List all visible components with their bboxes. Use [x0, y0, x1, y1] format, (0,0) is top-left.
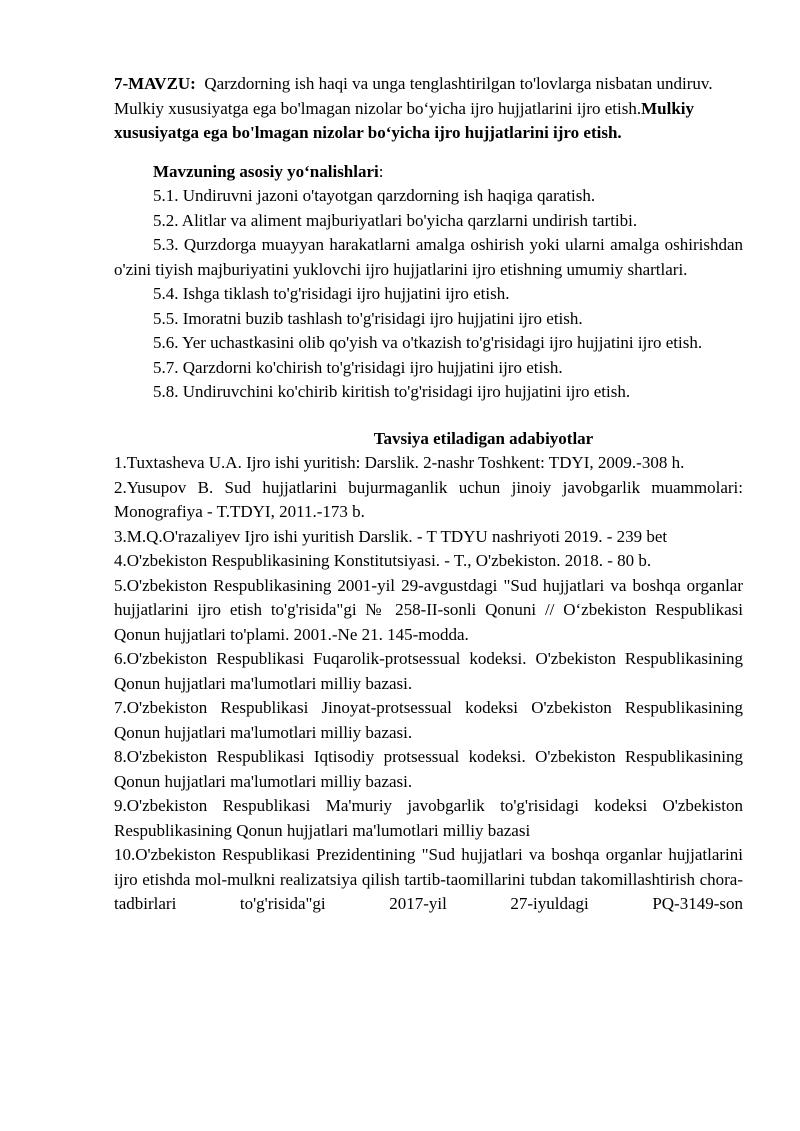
direction-item: 5.3. Qurzdorga muayyan harakatlarni amalga oshirish yoki ularni amalga oshirishdan o'zini tiyish majburiyatini yuklovchi ijro hujjatlarini ijro etishning umumiy shartlari. — [114, 235, 743, 279]
topic-heading — [114, 72, 743, 146]
literature-ref: 3.M.Q.O'razaliyev Ijro ishi yuritish Darslik. - T TDYU nashriyoti 2019. - 239 bet — [114, 526, 668, 546]
literature-list — [114, 451, 743, 917]
literature-ref: 5.O'zbekiston Respublikasining 2001-yil 29-avgustdagi "Sud hujjatlari va boshqa organlar hujjatlarini ijro etish to'g'risida"gi № 258-II-sonli Qonuni // O‘zbekiston Respublikasi Qonun hujjatlari to'plami. 2001.-Ne 21. 145-modda. — [114, 575, 743, 644]
literature-ref: 9.O'zbekiston Respublikasi Ma'muriy javobgarlik to'g'risidagi kodeksi O'zbekiston Respublikasining Qonun hujjatlari ma'lumotlari milliy bazasi — [114, 796, 743, 840]
literature-ref: 4.O'zbekiston Respublikasining Konstitutsiyasi. - T., O'zbekiston. 2018. - 80 b. — [114, 551, 652, 570]
literature-ref: 2.Yusupov B. Sud hujjatlarini bujurmaganlik uchun jinoiy javobgarlik muammolari: Monografiya - T.TDYI, 2011.-173 b. — [114, 477, 743, 521]
direction-item: 5.4. Ishga tiklash to'g'risidagi ijro hujjatini ijro etish. — [153, 284, 510, 303]
topic-bold-text: Mulkiy xususiyatga ega bo'lmagan nizolar bo‘yicha ijro hujjatlarini ijro etish. — [114, 98, 695, 142]
literature-title: Tavsiya etiladigan adabiyotlar — [373, 428, 594, 448]
literature-ref: 8.O'zbekiston Respublikasi Iqtisodiy protsessual kodeksi. O'zbekiston Respublikasining Qonun hujjatlari ma'lumotlari milliy bazasi. — [114, 747, 743, 791]
direction-item: 5.7. Qarzdorni ko'chirish to'g'risidagi ijro hujjatini ijro etish. — [153, 357, 563, 377]
directions-title-text: Mavzuning asosiy yo‘nalishlari — [153, 161, 379, 181]
direction-item: 5.6. Yer uchastkasini olib qo'yish va o'tkazish to'g'risidagi ijro hujjatini ijro etish. — [153, 333, 703, 352]
directions-title — [114, 160, 743, 185]
literature-ref: 7.O'zbekiston Respublikasi Jinoyat-protsessual kodeksi O'zbekiston Respublikasining Qonun hujjatlari ma'lumotlari milliy bazasi. — [114, 698, 743, 742]
literature-ref: 10.O'zbekiston Respublikasi Prezidentining "Sud hujjatlari va boshqa organlar hujjatlarini ijro etishda mol-mulkni realizatsiya qilish tartib-taomillarini tubdan takomillashtirish chora-tadbirlari to'g'risida"gi 2017-yil 27-iyuldagi PQ-3149-son — [114, 845, 743, 913]
directions-title-colon: : — [378, 161, 384, 181]
direction-item: 5.5. Imoratni buzib tashlash to'g'risidagi ijro hujjatini ijro etish. — [153, 308, 583, 328]
topic-label: 7-MAVZU: — [114, 74, 196, 93]
literature-ref: 1.Tuxtasheva U.A. Ijro ishi yuritish: Darslik. 2-nashr Toshkent: TDYI, 2009.-308 h. — [114, 453, 685, 472]
direction-item: 5.1. Undiruvni jazoni o'tayotgan qarzdorning ish haqiga qaratish. — [153, 186, 596, 205]
directions-list — [114, 184, 743, 405]
direction-item: 5.2. Alitlar va aliment majburiyatlari bo'yicha qarzlarni undirish tartibi. — [153, 210, 638, 230]
literature-ref: 6.O'zbekiston Respublikasi Fuqarolik-protsessual kodeksi. O'zbekiston Respublikasining Qonun hujjatlari ma'lumotlari milliy bazasi. — [114, 649, 743, 693]
topic-text: Qarzdorning ish haqi va unga tenglashtirilgan to'lovlarga nisbatan undiruv. Mulkiy xususiyatga ega bo'lmagan nizolar bo‘yicha ijro hujjatlarini ijro etish. — [114, 74, 713, 118]
direction-item: 5.8. Undiruvchini ko'chirib kiritish to'g'risidagi ijro hujjatini ijro etish. — [153, 382, 631, 401]
